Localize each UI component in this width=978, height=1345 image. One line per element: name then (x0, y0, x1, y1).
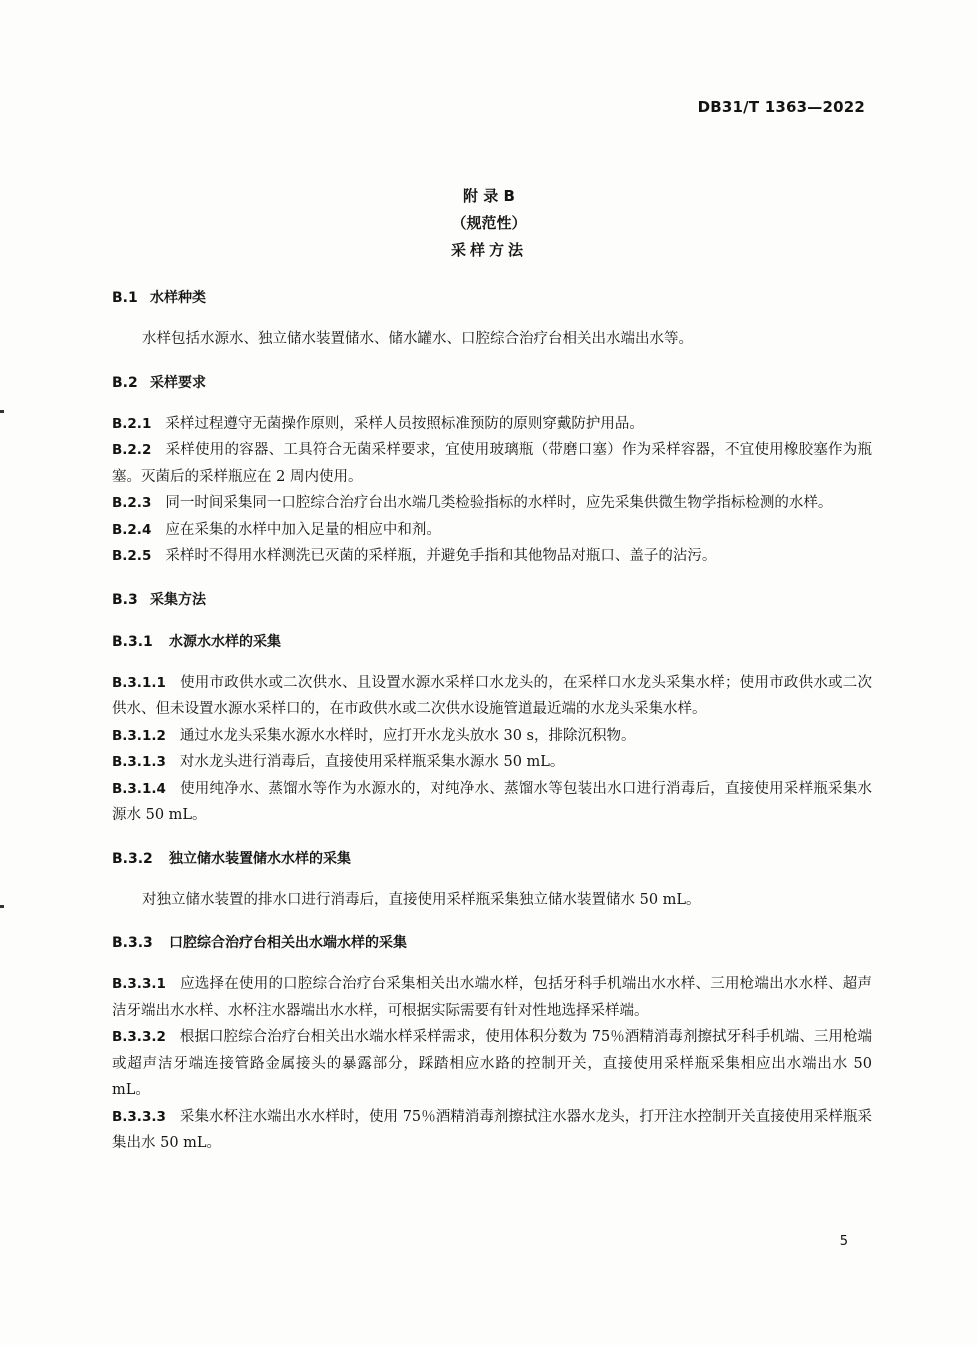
paragraph-b1: 水样包括水源水、独立储水装置储水、储水罐水、口腔综合治疗台相关出水端出水等。 (142, 331, 693, 347)
section-title: 采集方法 (150, 591, 206, 608)
clause-b2-4: B.2.4 应在采集的水样中加入足量的相应中和剂。 (112, 521, 441, 538)
clause-b3-1-3: B.3.1.3 对水龙头进行消毒后，直接使用采样瓶采集水源水 50 mL。 (112, 754, 565, 770)
clause-b3-3-2: B.3.3.2 根据口腔综合治疗台相关出水端水样采样需求，使用体积分数为 75％酒精消毒剂擦拭牙科手机端、三用枪端或超声洁牙端连接管路金属接头的暴露部分，踩踏相应水路的控制开关，直接使用采样瓶采集相应出水端出水 50 mL。 (112, 1029, 872, 1098)
clause-b2-2: B.2.2 采样使用的容器、工具符合无菌采样要求，宜使用玻璃瓶（带磨口塞）作为采样容器，不宜使用橡胶塞作为瓶塞。灭菌后的采样瓶应在 2 周内使用。 (112, 442, 872, 485)
appendix-name: 采样方法 (450, 241, 527, 259)
paragraph-b3-2: 对独立储水装置的排水口进行消毒后，直接使用采样瓶采集独立储水装置储水 50 mL。 (142, 891, 701, 908)
clause-b3-3-3: B.3.3.3 采集水杯注水端出水水样时，使用 75％酒精消毒剂擦拭注水器水龙头，打开注水控制开关直接使用采样瓶采集出水 50 mL。 (112, 1108, 872, 1151)
subsection-heading-b3-1 (112, 628, 872, 656)
scan-edge-mark (0, 410, 4, 413)
section-heading-b1 (112, 284, 872, 312)
document-body (112, 284, 872, 1157)
document-code: DB31/T 1363—2022 (697, 98, 865, 116)
section-title: 水样种类 (150, 290, 206, 306)
clause-b3-1-4: B.3.1.4 使用纯净水、蒸馏水等作为水源水的，对纯净水、蒸馏水等包装出水口进行消毒后，直接使用采样瓶采集水源水 50 mL。 (112, 780, 872, 823)
subsection-number: B.3.1 (112, 633, 153, 650)
subsection-title: 口腔综合治疗台相关出水端水样的采集 (169, 935, 407, 951)
clause-b3-3-1: B.3.3.1 应选择在使用的口腔综合治疗台采集相关出水端水样，包括牙科手机端出水水样、三用枪端出水水样、超声洁牙端出水水样、水杯注水器端出水水样，可根据实际需要有针对性地选择采样端。 (112, 976, 872, 1019)
page-number: 5 (839, 1234, 848, 1249)
section-number: B.1 (112, 290, 138, 306)
clause-b2-1: B.2.1 采样过程遵守无菌操作原则，采样人员按照标准预防的原则穿戴防护用品。 (112, 415, 644, 432)
appendix-label: 附 录 B (463, 187, 515, 205)
subsection-heading-b3-3 (112, 929, 872, 957)
clause-b3-1-2: B.3.1.2 通过水龙头采集水源水水样时，应打开水龙头放水 30 s，排除沉积物。 (112, 727, 636, 744)
subsection-number: B.3.2 (112, 850, 153, 867)
section-number: B.3 (112, 591, 138, 608)
section-heading-b2 (112, 369, 872, 397)
clause-b3-1-1: B.3.1.1 使用市政供水或二次供水、且设置水源水采样口水龙头的，在采样口水龙头采集水样；使用市政供水或二次供水、但未设置水源水采样口的，在市政供水或二次供水设施管道最近端的水龙头采集水样。 (112, 674, 872, 717)
clause-b2-3: B.2.3 同一时间采集同一口腔综合治疗台出水端几类检验指标的水样时，应先采集供微生物学指标检测的水样。 (112, 495, 833, 511)
subsection-number: B.3.3 (112, 935, 153, 951)
clause-b2-5: B.2.5 采样时不得用水样测洗已灭菌的采样瓶，并避免手指和其他物品对瓶口、盖子的沾污。 (112, 548, 717, 564)
scan-edge-mark (0, 905, 4, 908)
section-title: 采样要求 (150, 374, 206, 391)
subsection-title: 水源水水样的采集 (169, 633, 281, 650)
subsection-title: 独立储水装置储水水样的采集 (169, 850, 351, 867)
subsection-heading-b3-2 (112, 845, 872, 873)
appendix-nature: （规范性） (451, 214, 527, 232)
appendix-title-block (0, 183, 978, 264)
section-number: B.2 (112, 374, 138, 391)
section-heading-b3 (112, 586, 872, 614)
